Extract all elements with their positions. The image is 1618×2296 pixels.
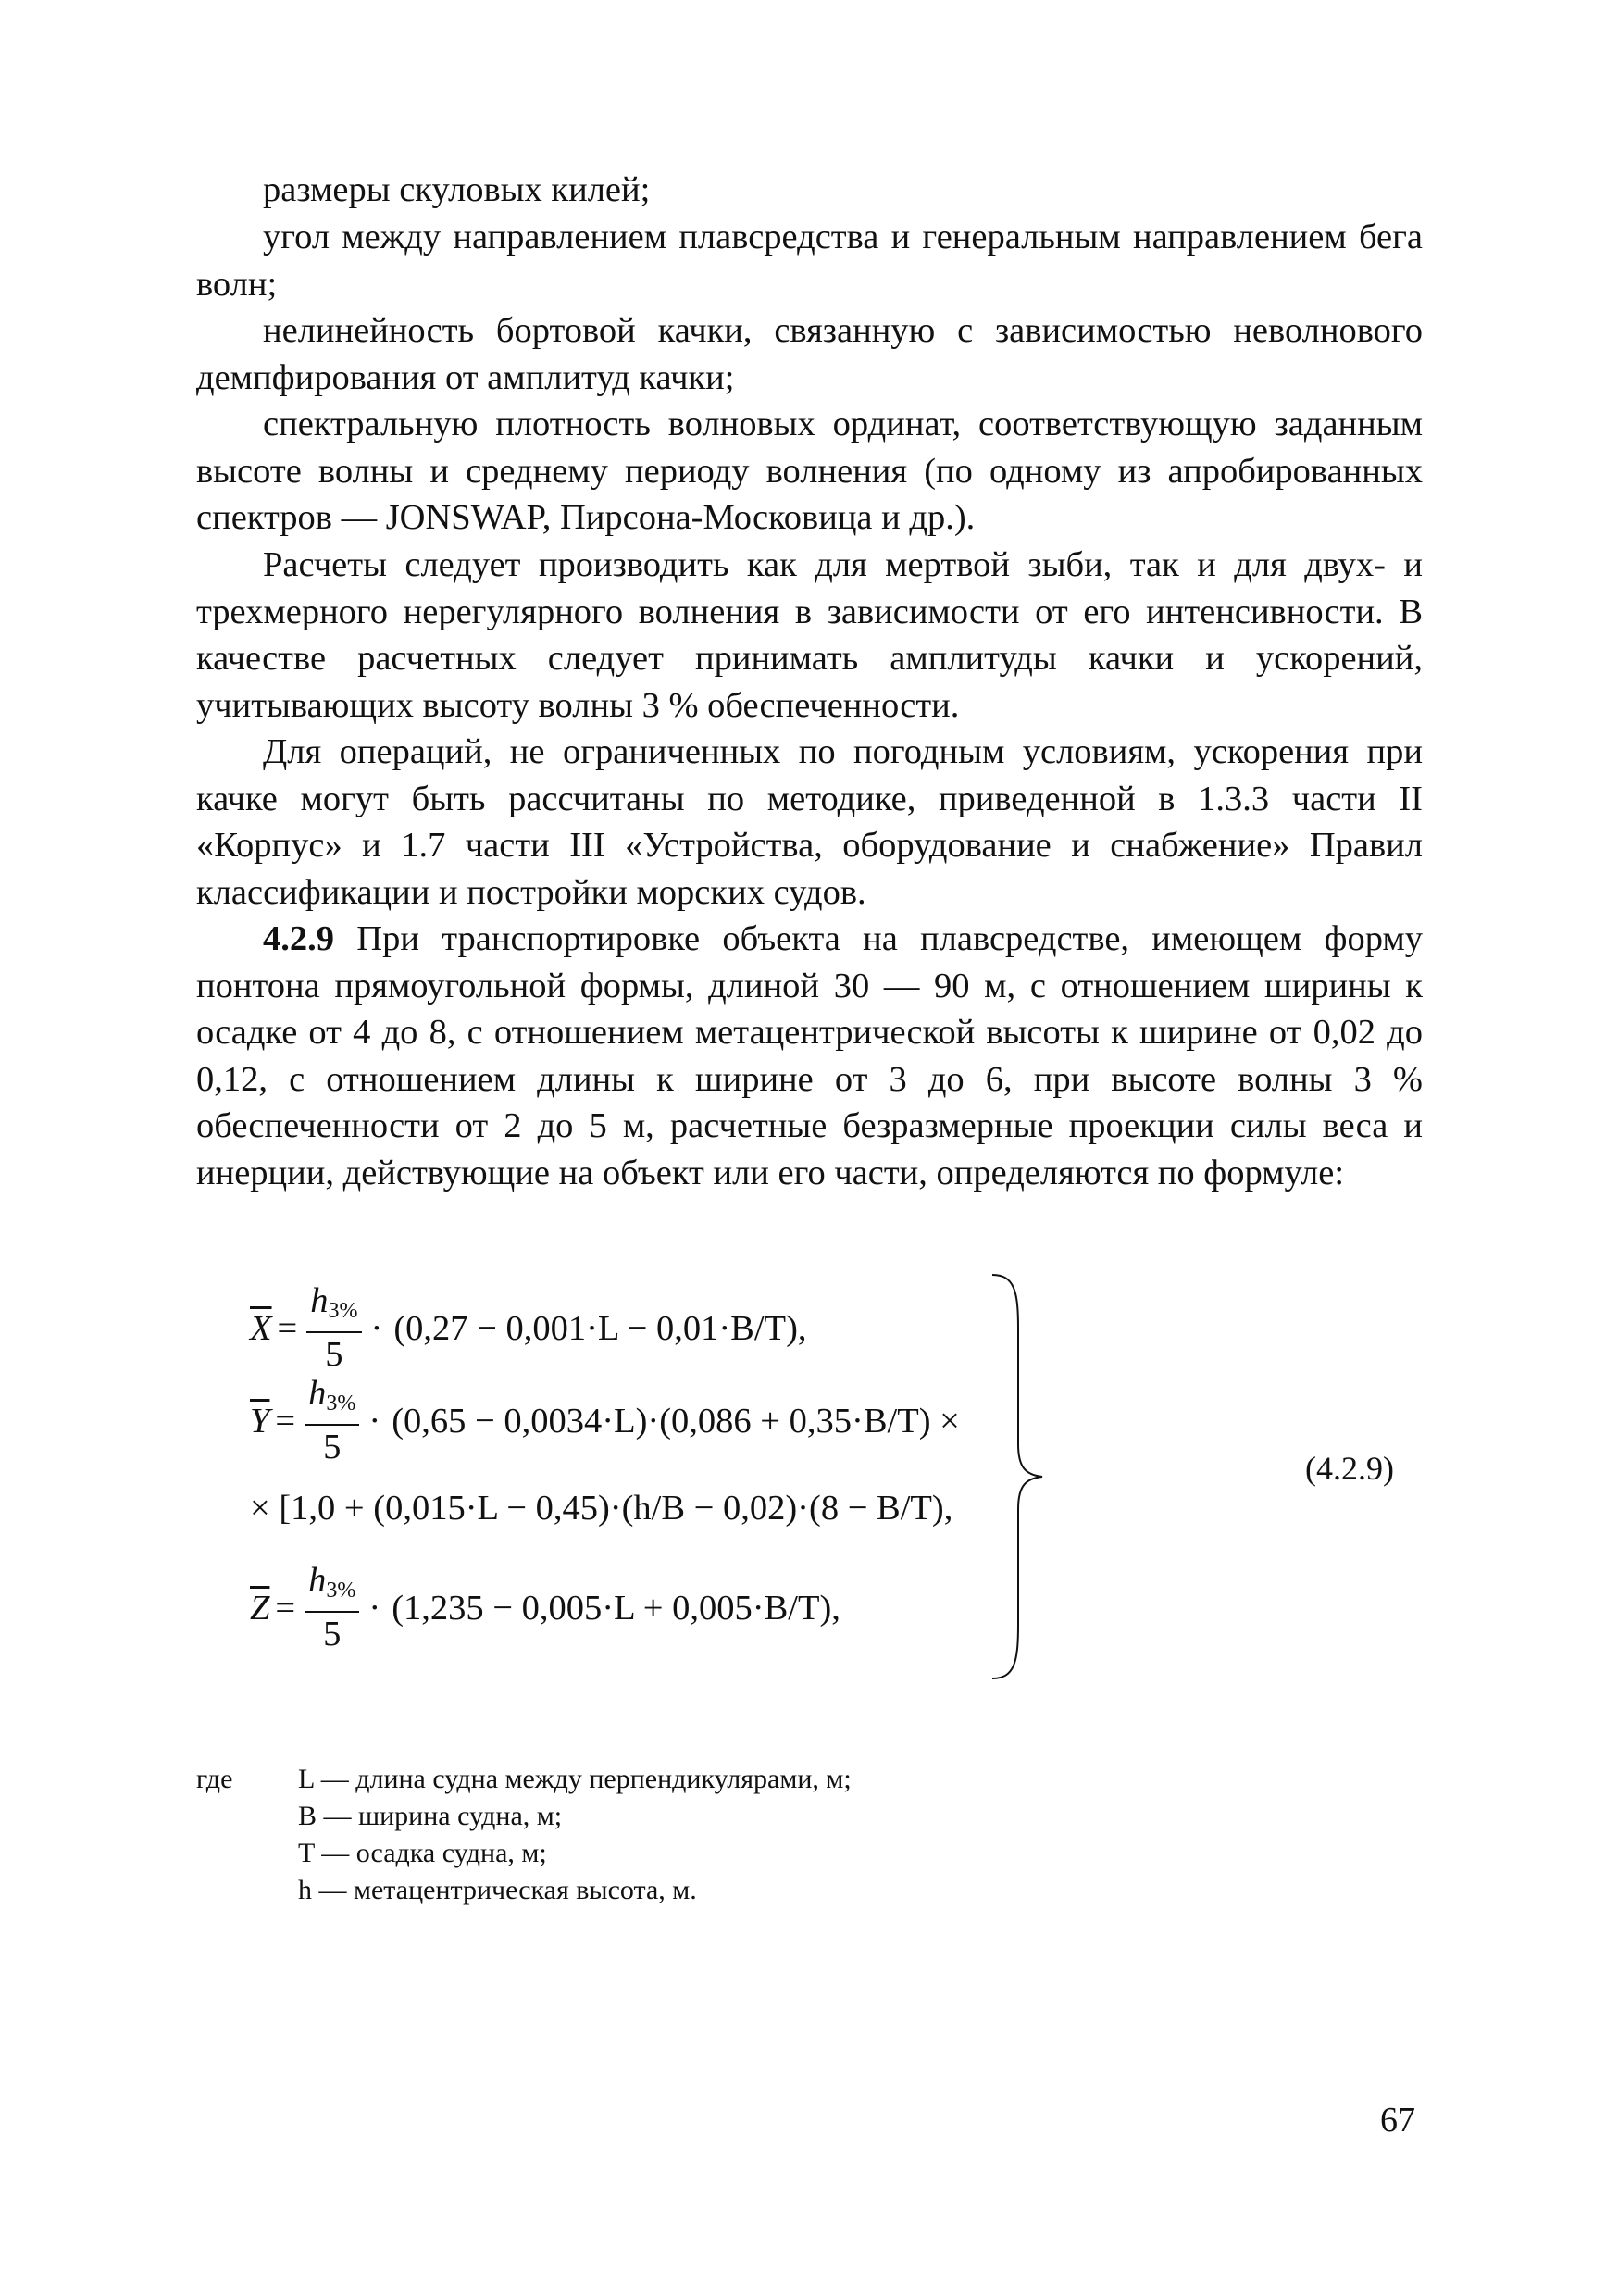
paragraph-nonlinearity: нелинейность бортовой качки, связанную с зависимостью неволнового демпфирования от амплитуд качки; — [196, 311, 1423, 397]
paragraph-operations: Для операций, не ограниченных по погодным условиям, ускорения при качке могут быть рассчитаны по методике, приведенной в 1.3.3 части II «Корпус» и 1.7 части III «Устройства, оборудование и снабжение» Правил классификации и постройки морских судов. — [196, 732, 1423, 912]
formula-z-dot: · — [368, 1588, 381, 1628]
where-item-draft: T — осадка судна, м; — [298, 1838, 547, 1868]
formula-z-var: $\overline{Z}$ — [250, 1588, 270, 1628]
paragraph-spectral-density: спектральную плотность волновых ординат, соответствующую заданным высоте волны и среднему периоду волнения (по одному из апробированных спектров — JONSWAP, Пирсона-Московица и др.). — [196, 405, 1423, 537]
paragraph-calculations: Расчеты следует производить как для мертвой зыби, так и для двух- и трехмерного нерегулярного волнения в зависимости от его интенсивности. В качестве расчетных следует принимать амплитуды качки и ускорений, учитывающих высоту волны 3 % обеспеченности. — [196, 545, 1423, 725]
formula-number: (4.2.9) — [1305, 1450, 1394, 1487]
formula-row-y-continuation — [250, 1488, 952, 1529]
formula-row-z — [250, 1562, 840, 1653]
paragraph-heading-angle: угол между направлением плавсредства и генеральным направлением бега волн; — [196, 218, 1423, 304]
formula-z-fraction — [305, 1562, 359, 1653]
formula-x-var: $\overline{X}$ — [250, 1308, 272, 1348]
page-number: 67 — [1380, 2101, 1415, 2140]
formula-right-brace — [990, 1273, 1046, 1680]
formula-z-frac-num: h — [308, 1561, 327, 1600]
where-item-metacentric-height: h — метацентрическая высота, м. — [298, 1875, 697, 1905]
formula-z-expression: (1,235 − 0,005·L + 0,005·B/T), — [392, 1588, 840, 1628]
where-label: где — [196, 1764, 233, 1794]
formula-x-eq: = — [277, 1308, 298, 1348]
formula-y-frac-num: h — [308, 1374, 327, 1413]
formula-x-expression: (0,27 − 0,001·L − 0,01·B/T), — [393, 1308, 807, 1348]
formula-y-var: $\overline{Y}$ — [250, 1401, 270, 1441]
paragraph-bilge-keels: размеры скуловых килей; — [263, 170, 651, 209]
formula-y-dot: · — [368, 1401, 381, 1441]
formula-x-dot: · — [370, 1308, 383, 1348]
formula-y-continuation: × [1,0 + (0,015·L − 0,45)·(h/B − 0,02)·(8 − B/T), — [250, 1489, 953, 1528]
section-text: При транспортировке объекта на плавсредстве, имеющем форму понтона прямоугольной формы, длиной 30 — 90 м, с отношением ширины к осадке от 4 до 8, с отношением метацентрической высоты к ширине от 0,02 до 0,12, с отношением длины к ширине от 3 до 6, при высоте волны 3 % обеспеченности от 2 до 5 м, расчетные безразмерные проекции силы веса и инерции, действующие на объект или его части, определяются по формуле: — [196, 919, 1423, 1192]
formula-4-2-9 — [250, 1273, 1453, 1680]
formula-z-eq: = — [275, 1588, 296, 1628]
formula-y-eq: = — [275, 1401, 296, 1441]
formula-x-frac-num: h — [310, 1281, 329, 1320]
where-item-length: L — длина судна между перпендикулярами, м; — [298, 1764, 852, 1794]
formula-y-fraction — [305, 1375, 359, 1466]
formula-x-frac-sub: 3% — [328, 1299, 358, 1323]
formula-x-frac-den: 5 — [325, 1335, 343, 1374]
formula-z-frac-sub: 3% — [326, 1578, 356, 1603]
formula-y-frac-den: 5 — [323, 1428, 342, 1466]
formula-row-x — [250, 1282, 807, 1374]
formula-x-fraction — [306, 1282, 361, 1374]
formula-row-y — [250, 1375, 960, 1466]
where-item-breadth: B — ширина судна, м; — [298, 1801, 563, 1831]
formula-y-expression: (0,65 − 0,0034·L)·(0,086 + 0,35·B/T) × — [392, 1401, 960, 1441]
formula-y-frac-sub: 3% — [326, 1391, 356, 1416]
formula-z-frac-den: 5 — [323, 1615, 342, 1653]
section-number: 4.2.9 — [263, 919, 334, 958]
paragraph-section-4-2-9 — [196, 916, 1423, 1196]
